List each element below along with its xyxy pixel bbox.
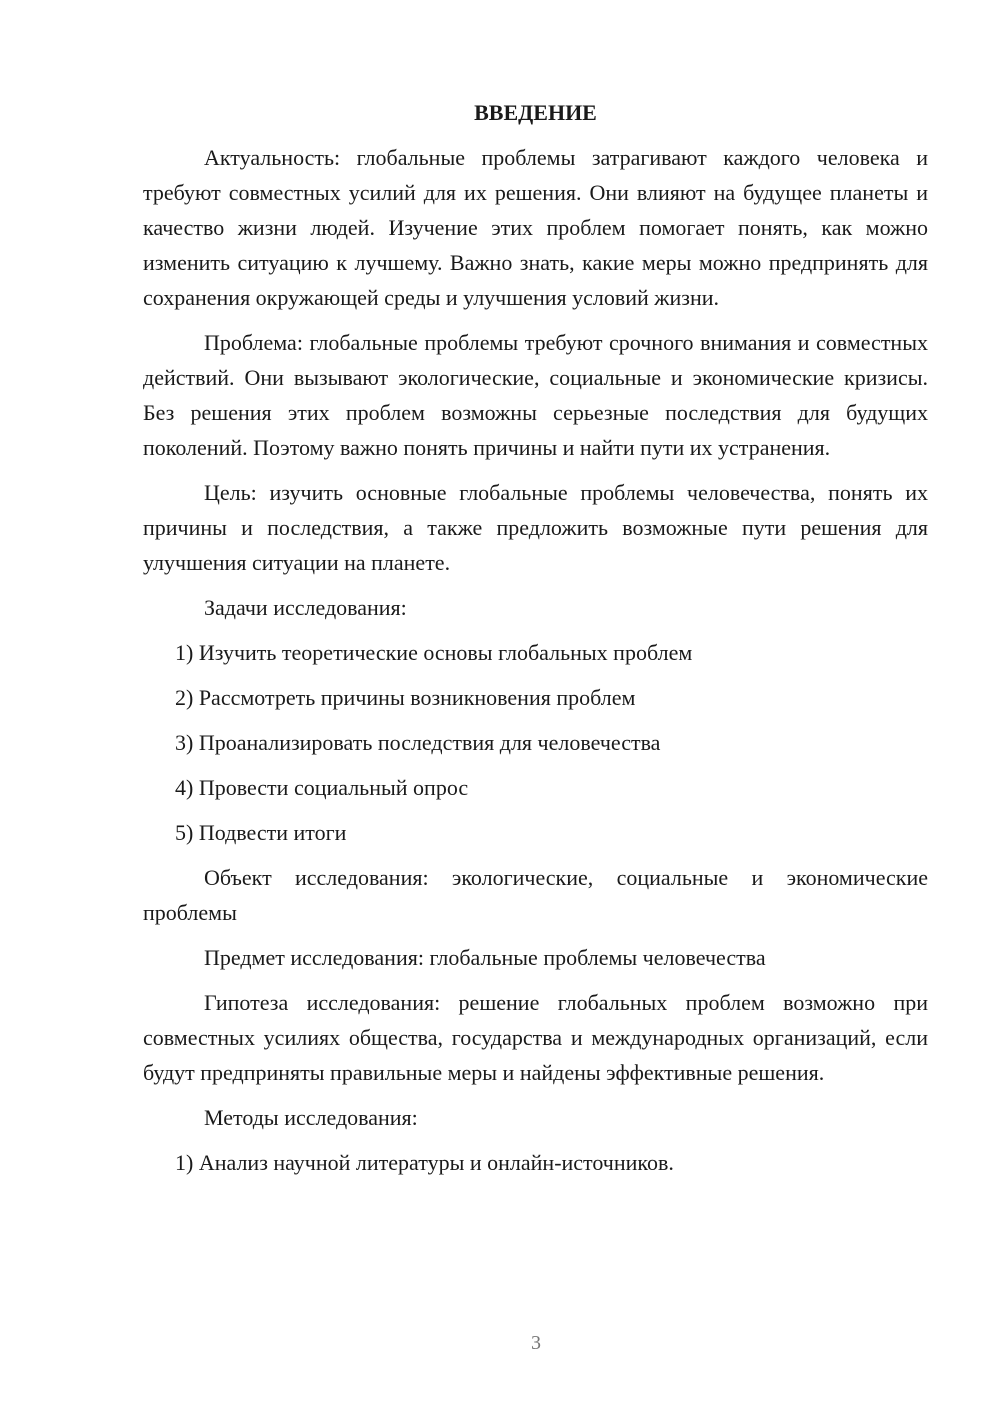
task-item-3: 3) Проанализировать последствия для человечества (175, 730, 661, 755)
goal-paragraph: Цель: изучить основные глобальные проблемы человечества, понять их причины и последствия, а также предложить возможные пути решения для улучшения ситуации на планете. (143, 480, 928, 575)
task-item-1: 1) Изучить теоретические основы глобальных проблем (175, 640, 693, 665)
relevance-paragraph: Актуальность: глобальные проблемы затрагивают каждого человека и требуют совместных усилий для их решения. Они влияют на будущее планеты и качество жизни людей. Изучение этих проблем помогает понять, как можно изменить ситуацию к лучшему. Важно знать, какие меры можно предпринять для сохранения окружающей среды и улучшения условий жизни. (143, 145, 928, 310)
method-item-1: 1) Анализ научной литературы и онлайн-источников. (175, 1150, 674, 1175)
task-item-4: 4) Провести социальный опрос (175, 775, 469, 800)
task-item-5: 5) Подвести итоги (175, 820, 347, 845)
hypothesis-paragraph: Гипотеза исследования: решение глобальных проблем возможно при совместных усилиях общества, государства и международных организаций, если будут предприняты правильные меры и найдены эффективные решения. (143, 990, 928, 1085)
task-item-2: 2) Рассмотреть причины возникновения проблем (175, 685, 636, 710)
problem-paragraph: Проблема: глобальные проблемы требуют срочного внимания и совместных действий. Они вызывают экологические, социальные и экономические кризисы. Без решения этих проблем возможны серьезные последствия для будущих поколений. Поэтому важно понять причины и найти пути их устранения. (143, 330, 928, 460)
page-number: 3 (531, 1332, 541, 1354)
methods-title: Методы исследования: (204, 1105, 418, 1130)
section-heading: ВВЕДЕНИЕ (474, 100, 597, 125)
object-paragraph: Объект исследования: экологические, социальные и экономические проблемы (143, 865, 928, 925)
subject-paragraph: Предмет исследования: глобальные проблемы человечества (204, 945, 766, 970)
tasks-title: Задачи исследования: (204, 595, 407, 620)
document-page (143, 95, 928, 1190)
